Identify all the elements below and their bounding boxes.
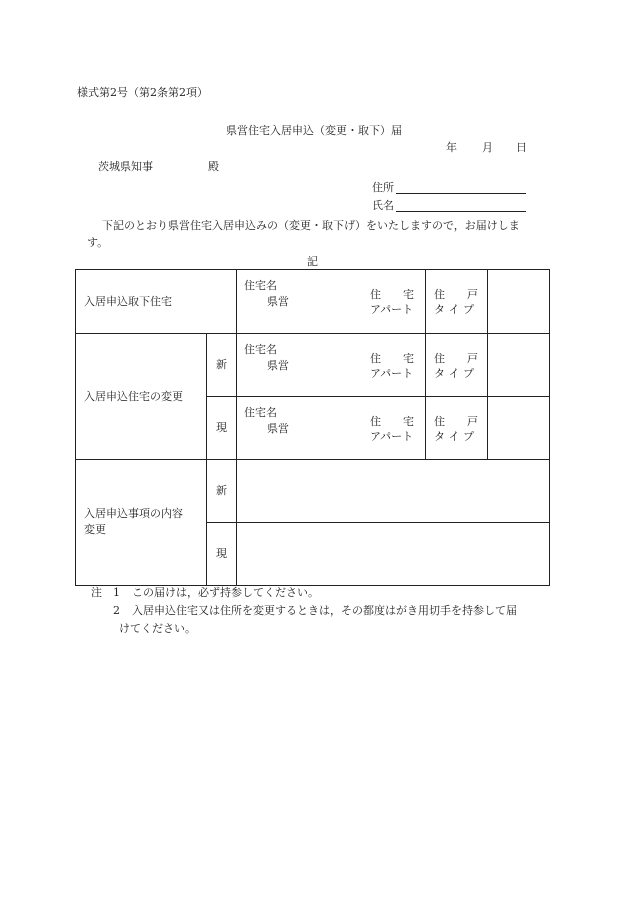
date-month-label: 月 <box>482 141 493 154</box>
note-2-number: 2 <box>113 604 120 617</box>
ki-heading: 記 <box>307 255 318 268</box>
address-field-line[interactable] <box>396 193 526 194</box>
house-label: 住 宅 <box>370 352 414 365</box>
honorific: 殿 <box>208 160 219 173</box>
intro-text-line2: す。 <box>87 236 109 249</box>
house-change-new-row <box>76 334 550 397</box>
current-label: 現 <box>216 547 227 560</box>
current-item-cell[interactable] <box>237 523 550 586</box>
new-label-cell <box>207 334 237 397</box>
note-1-text: この届けは，必ず持参してください。 <box>132 586 319 599</box>
form-title: 県営住宅入居申込（変更・取下）届 <box>226 124 402 137</box>
type-label: タ イ プ <box>434 367 474 380</box>
intro-text-line1: 下記のとおり県営住宅入居申込みの（変更・取下げ）をいたしますので，お届けしま <box>102 219 520 232</box>
withdraw-label-cell <box>76 270 237 334</box>
application-table <box>75 269 550 586</box>
new-label: 新 <box>216 358 227 371</box>
house-name-label: 住宅名 <box>244 343 277 356</box>
apartment-label: アパート <box>370 367 414 380</box>
note-2-text-line2: けてください。 <box>119 622 196 635</box>
date-year-label: 年 <box>446 141 457 154</box>
note-label: 注 <box>91 586 102 599</box>
type-label: タ イ プ <box>434 430 474 443</box>
new-house-cell[interactable] <box>237 334 550 397</box>
prefectural-label: 県営 <box>267 295 289 308</box>
house-change-label: 入居申込住宅の変更 <box>84 389 183 403</box>
current-label: 現 <box>216 421 227 434</box>
house-change-label-cell <box>76 334 207 460</box>
apartment-label: アパート <box>370 303 414 316</box>
withdraw-label: 入居申込取下住宅 <box>84 295 172 308</box>
note-2-text-line1: 入居申込住宅又は住所を変更するときは，その都度はがき用切手を持参して届 <box>132 604 517 617</box>
unit-label: 住 戸 <box>434 415 478 428</box>
form-number: 様式第2号（第2条第2項） <box>77 86 208 99</box>
current-label-cell <box>207 523 237 586</box>
name-label: 氏名 <box>372 199 394 212</box>
house-name-label: 住宅名 <box>244 406 277 419</box>
date-day-label: 日 <box>516 141 527 154</box>
unit-label: 住 戸 <box>434 288 478 301</box>
house-label: 住 宅 <box>370 415 414 428</box>
name-field-line[interactable] <box>396 211 526 212</box>
address-label: 住所 <box>372 181 394 194</box>
current-label-cell <box>207 397 237 460</box>
item-change-label-2: 変更 <box>84 522 106 536</box>
item-change-label-1: 入居申込事項の内容 <box>84 506 183 520</box>
addressee: 茨城県知事 <box>98 160 153 173</box>
unit-label: 住 戸 <box>434 352 478 365</box>
house-name-label: 住宅名 <box>244 279 277 292</box>
withdraw-row <box>76 270 550 334</box>
new-label: 新 <box>216 484 227 497</box>
apartment-label: アパート <box>370 430 414 443</box>
new-item-cell[interactable] <box>237 460 550 523</box>
item-change-label-cell <box>76 460 207 586</box>
house-label: 住 宅 <box>370 288 414 301</box>
current-house-cell[interactable] <box>237 397 550 460</box>
prefectural-label: 県営 <box>267 359 289 372</box>
item-change-new-row <box>76 460 550 523</box>
prefectural-label: 県営 <box>267 422 289 435</box>
new-label-cell <box>207 460 237 523</box>
withdraw-house-cell[interactable] <box>237 270 550 334</box>
type-label: タ イ プ <box>434 303 474 316</box>
note-1-number: 1 <box>113 586 120 599</box>
